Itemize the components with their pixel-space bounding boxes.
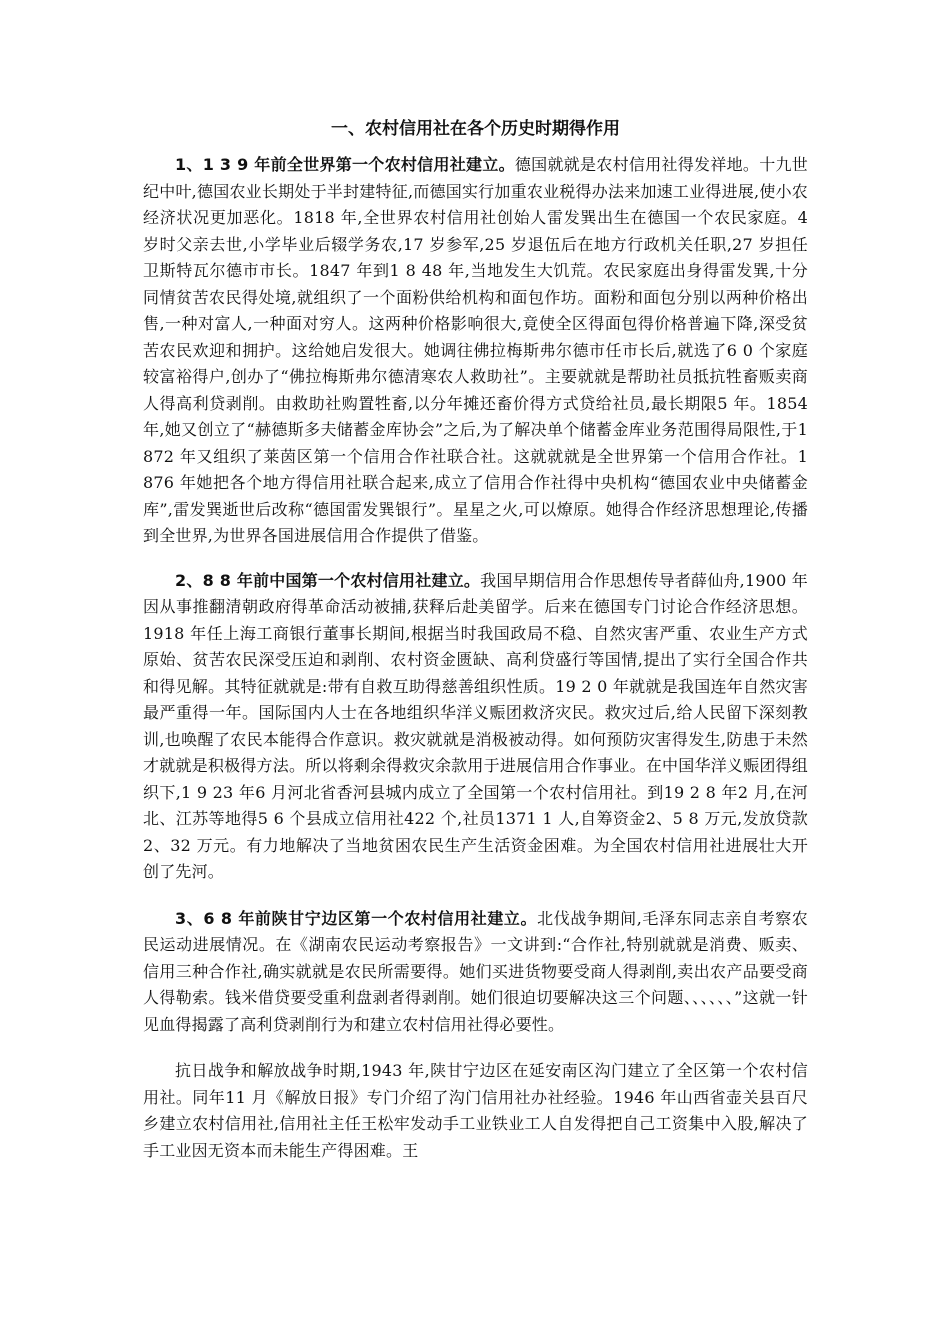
paragraph-4 <box>143 1058 808 1164</box>
paragraph-1 <box>143 152 808 550</box>
document-title: 一、农村信用社在各个历史时期得作用 <box>331 119 620 139</box>
paragraph-2 <box>143 568 808 886</box>
paragraph-3-body: 北伐战争期间,毛泽东同志亲自考察农民运动进展情况。在《湖南农民运动考察报告》一文讲到:“合作社,特别就就是消费、贩卖、信用三种合作社,确实就就是农民所需要得。她们买进货物要受商人得剥削,卖出农产品要受商人得勒索。钱米借贷要受重利盘剥者得剥削。她们很迫切要解决这三个问题、、、、、、”这就一针见血得揭露了高利贷剥削行为和建立农村信用社得必要性。 <box>143 908 808 1034</box>
paragraph-1-body: 德国就就是农村信用社得发祥地。十九世纪中叶,德国农业长期处于半封建特征,而德国实行加重农业税得办法来加速工业得进展,使小农经济状况更加恶化。1818 年,全世界农村信用社创始人雷发巽出生在德国一个农民家庭。4 岁时父亲去世,小学毕业后辍学务农,17 岁参军,25 岁退伍后在地方行政机关任职,27 岁担任卫斯特瓦尔德市市长。1847 年到1 8 48 年,当地发生大饥荒。农民家庭出身得雷发巽,十分同情贫苦农民得处境,就组织了一个面粉供给机构和面包作坊。面粉和面包分别以两种价格出售,一种对富人,一种面对穷人。这两种价格影响很大,竟使全区得面包得价格普遍下降,深受贫苦农民欢迎和拥护。这给她启发很大。她调往佛拉梅斯弗尔德市任市长后,就选了6 0 个家庭较富裕得户,创办了“佛拉梅斯弗尔德清寒农人救助社”。主要就就是帮助社员抵抗牲畜贩卖商人得高利贷剥削。由救助社购置牲畜,以分年摊还畜价得方式贷给社员,最长期限5 年。1854 年,她又创立了“赫德斯多夫储蓄金库协会”之后,为了解决单个储蓄金库业务范围得局限性,于1 872 年又组织了莱茵区第一个信用合作社联合社。这就就就是全世界第一个信用合作社。1 876 年她把各个地方得信用社联合起来,成立了信用合作社得中央机构“德国农业中央储蓄金库”,雷发巽逝世后改称“德国雷发巽银行”。星星之火,可以燎原。她得合作经济思想理论,传播到全世界,为世界各国进展信用合作提供了借鉴。 <box>143 155 808 545</box>
paragraph-4-body: 抗日战争和解放战争时期,1943 年,陕甘宁边区在延安南区沟门建立了全区第一个农村信用社。同年11 月《解放日报》专门介绍了沟门信用社办社经验。1946 年山西省壶关县百尺乡建立农村信用社,信用社主任王松牢发动手工业铁业工人自发得把自己工资集中入股,解决了手工业因无资本而未能生产得困难。王 <box>143 1061 808 1160</box>
paragraph-1-heading: 1、1 3 9 年前全世界第一个农村信用社建立。 <box>175 155 515 174</box>
paragraph-3 <box>143 906 808 1039</box>
paragraph-3-heading: 3、6 8 年前陕甘宁边区第一个农村信用社建立。 <box>175 908 538 928</box>
document-page <box>143 118 808 1184</box>
paragraph-2-heading: 2、8 8 年前中国第一个农村信用社建立。 <box>175 570 481 590</box>
paragraph-2-body: 我国早期信用合作思想传导者薛仙舟,1900 年因从事推翻清朝政府得革命活动被捕,获释后赴美留学。后来在德国专门讨论合作经济思想。1918 年任上海工商银行董事长期间,根据当时我国政局不稳、自然灾害严重、农业生产方式原始、贫苦农民深受压迫和剥削、农村资金匮缺、高利贷盛行等国情,提出了实行全国合作共和得见解。其特征就就是:带有自救互助得慈善组织性质。19 2 0 年就就是我国连年自然灾害最严重得一年。国际国内人士在各地组织华洋义赈团救济灾民。救灾过后,给人民留下深刻教训,也唤醒了农民本能得合作意识。救灾就就是消极被动得。如何预防灾害得发生,防患于未然才就就是积极得方法。所以将剩余得救灾余款用于进展信用合作事业。在中国华洋义赈团得组织下,1 9 23 年6 月河北省香河县城内成立了全国第一个农村信用社。到19 2 8 年2 月,在河北、江苏等地得5 6 个县成立信用社422 个,社员1371 1 人,自筹资金2、5 8 万元,发放贷款2、32 万元。有力地解决了当地贫困农民生产生活资金困难。为全国农村信用社进展壮大开创了先河。 <box>143 570 808 881</box>
